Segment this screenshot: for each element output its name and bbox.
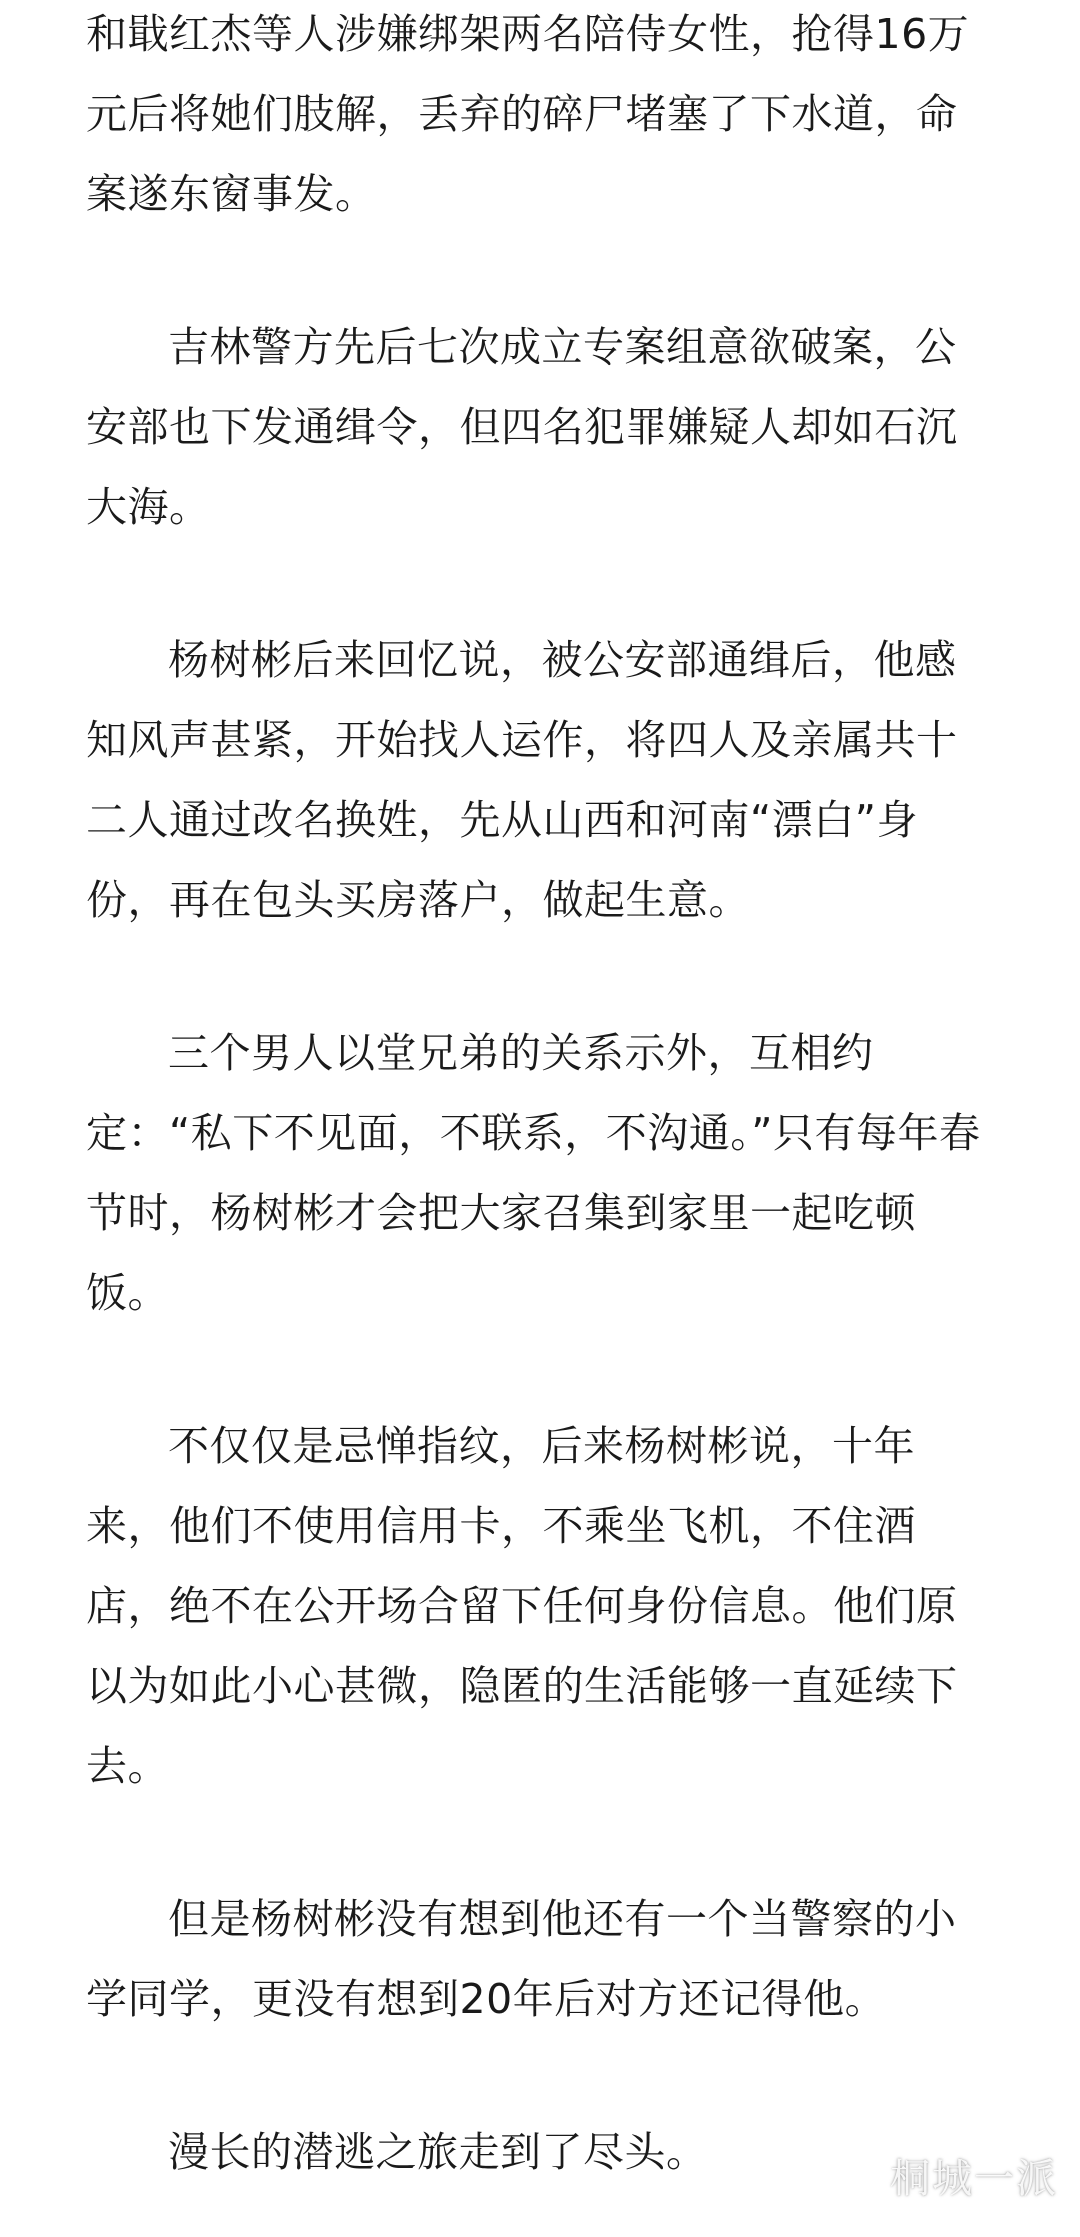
paragraph-spacer [86, 2039, 996, 2112]
paragraph-spacer [86, 1333, 996, 1406]
paragraph-spacer [86, 940, 996, 1013]
article-paragraph-6: 但是杨树彬没有想到他还有一个当警察的小学同学，更没有想到20年后对方还记得他。 [86, 1895, 957, 2023]
watermark-text: 桐城一派 [890, 2156, 1058, 2202]
paragraph-spacer [86, 234, 996, 307]
article-paragraph-1: 和戢红杰等人涉嫌绑架两名陪侍女性，抢得16万元后将她们肢解，丢弃的碎尸堵塞了下水道，命案遂东窗事发。 [86, 10, 970, 218]
article-paragraph-2: 吉林警方先后七次成立专案组意欲破案，公安部也下发通缉令，但四名犯罪嫌疑人却如石沉大海。 [86, 323, 958, 531]
article-paragraph-7: 漫长的潜逃之旅走到了尽头。 [168, 2128, 708, 2176]
paragraph-spacer [86, 547, 996, 620]
article-paragraph-3: 杨树彬后来回忆说，被公安部通缉后，他感知风声甚紧，开始找人运作，将四人及亲属共十二人通过改名换姓，先从山西和河南“漂白”身份，再在包头买房落户，做起生意。 [86, 636, 958, 924]
article-body [86, 0, 996, 2192]
article-paragraph-4: 三个男人以堂兄弟的关系示外，互相约定：“私下不见面，不联系，不沟通。”只有每年春节时，杨树彬才会把大家召集到家里一起吃顿饭。 [86, 1029, 981, 1317]
article-paragraph-5: 不仅仅是忌惮指纹，后来杨树彬说，十年来，他们不使用信用卡，不乘坐飞机，不住酒店，绝不在公开场合留下任何身份信息。他们原以为如此小心甚微，隐匿的生活能够一直延续下去。 [86, 1422, 958, 1790]
paragraph-spacer [86, 1806, 996, 1879]
